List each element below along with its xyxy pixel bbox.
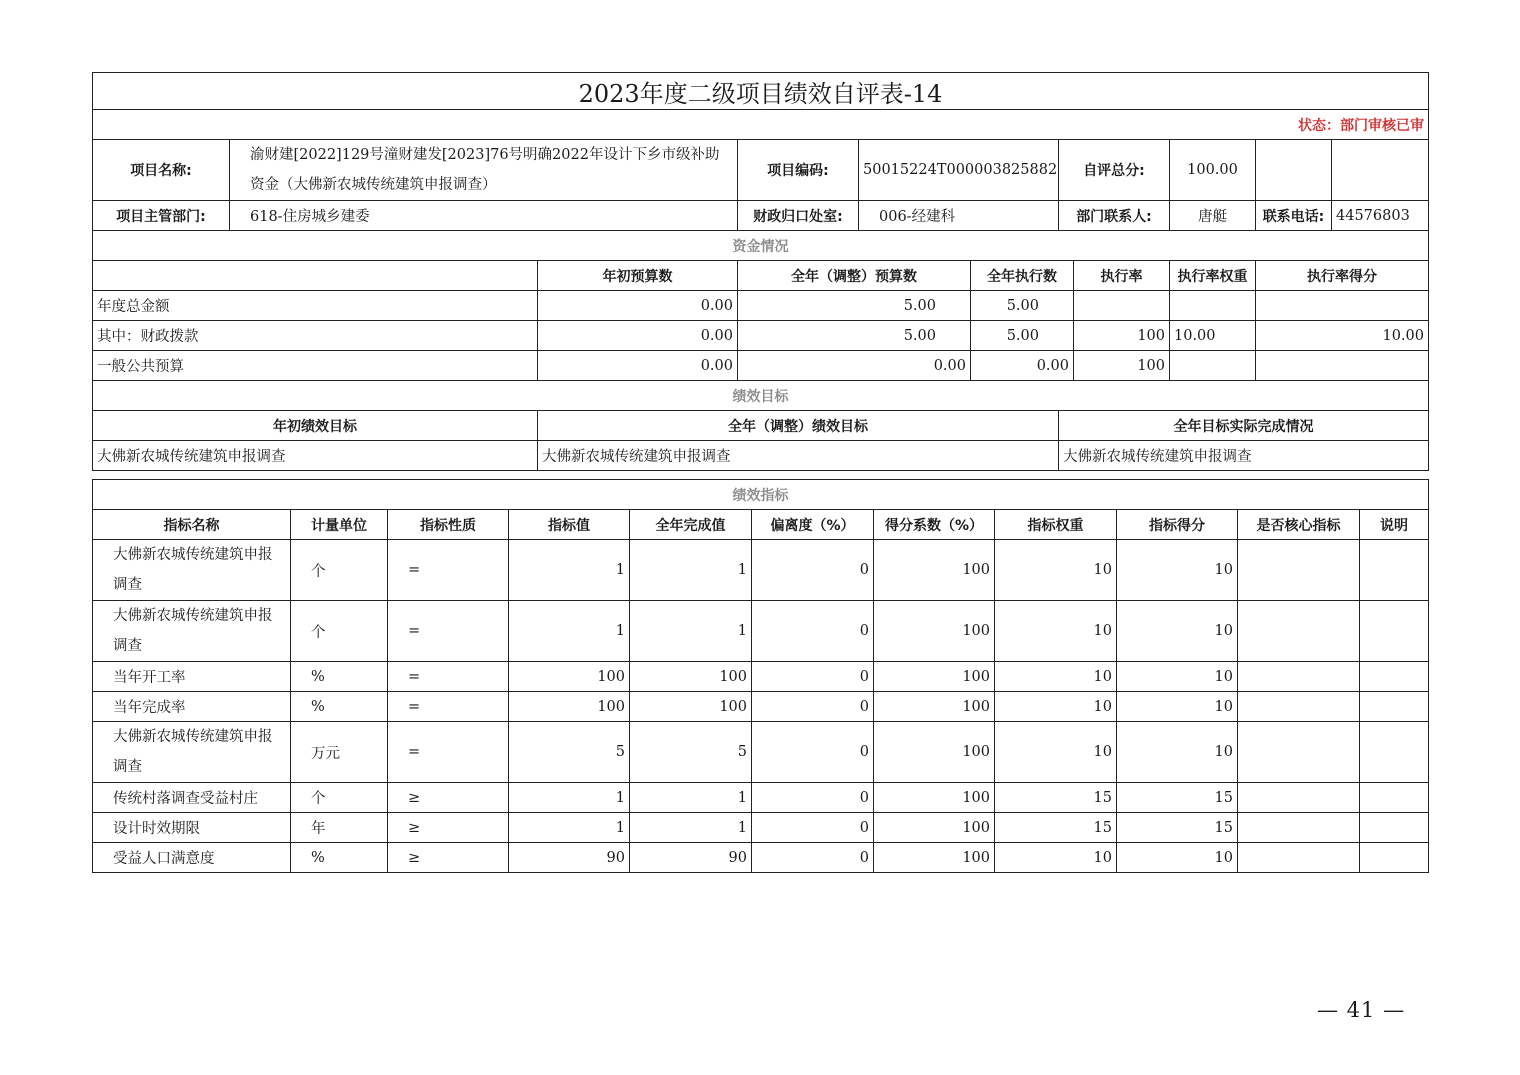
- funds-weight: [1170, 291, 1256, 321]
- goals-header-adjusted: 全年（调整）绩效目标: [538, 411, 1059, 441]
- project-name-label: 项目名称:: [93, 140, 230, 201]
- indicator-weight: 10: [995, 843, 1117, 873]
- indicator-weight: 10: [995, 722, 1117, 783]
- indicator-note: [1360, 843, 1429, 873]
- indicator-unit: %: [291, 662, 388, 692]
- indicator-weight: 15: [995, 813, 1117, 843]
- ind-header-weight: 指标权重: [995, 510, 1117, 540]
- indicator-target: 1: [509, 601, 630, 662]
- indicator-target: 1: [509, 783, 630, 813]
- indicator-coef: 100: [874, 783, 995, 813]
- funds-rate: 100: [1074, 321, 1170, 351]
- project-code-value: 50015224T000003825882: [859, 140, 1059, 201]
- goal-actual-value: 大佛新农城传统建筑申报调查: [1059, 441, 1429, 471]
- indicator-note: [1360, 722, 1429, 783]
- indicator-deviation: 0: [752, 813, 874, 843]
- indicator-actual: 1: [630, 540, 752, 601]
- indicator-score: 10: [1117, 540, 1238, 601]
- page-number: — 41 —: [1317, 998, 1406, 1022]
- indicator-name: 大佛新农城传统建筑申报调查: [93, 722, 291, 783]
- ind-header-name: 指标名称: [93, 510, 291, 540]
- funds-header-rate: 执行率: [1074, 261, 1170, 291]
- ind-header-actual: 全年完成值: [630, 510, 752, 540]
- indicator-row: [93, 540, 1429, 601]
- indicator-row: [93, 843, 1429, 873]
- funds-initial: 0.00: [538, 291, 738, 321]
- funds-row-label: 其中：财政拨款: [93, 321, 538, 351]
- funds-weight: [1170, 351, 1256, 381]
- ind-header-target: 指标值: [509, 510, 630, 540]
- indicator-note: [1360, 601, 1429, 662]
- ind-header-core: 是否核心指标: [1238, 510, 1360, 540]
- indicator-name: 设计时效期限: [93, 813, 291, 843]
- contact-value: 唐艇: [1170, 201, 1256, 231]
- indicator-deviation: 0: [752, 540, 874, 601]
- indicator-core: [1238, 722, 1360, 783]
- funds-score: [1256, 351, 1429, 381]
- indicator-target: 1: [509, 540, 630, 601]
- indicator-unit: 个: [291, 540, 388, 601]
- funds-adjusted: 5.00: [738, 291, 971, 321]
- indicator-row: [93, 601, 1429, 662]
- evaluation-table-top: [92, 72, 1429, 471]
- indicator-weight: 15: [995, 783, 1117, 813]
- indicator-nature: =: [388, 540, 509, 601]
- funds-rate: [1074, 291, 1170, 321]
- indicator-target: 5: [509, 722, 630, 783]
- funds-row: [93, 321, 1429, 351]
- funds-initial: 0.00: [538, 321, 738, 351]
- indicator-note: [1360, 540, 1429, 601]
- indicator-coef: 100: [874, 722, 995, 783]
- indicator-target: 90: [509, 843, 630, 873]
- funds-header-executed: 全年执行数: [971, 261, 1074, 291]
- contact-label: 部门联系人:: [1059, 201, 1170, 231]
- indicator-row: [93, 662, 1429, 692]
- indicator-nature: =: [388, 722, 509, 783]
- dept-value: 618-住房城乡建委: [230, 201, 738, 231]
- funds-adjusted: 0.00: [738, 351, 971, 381]
- indicator-actual: 1: [630, 601, 752, 662]
- funds-score: [1256, 291, 1429, 321]
- indicator-score: 10: [1117, 662, 1238, 692]
- goal-initial-value: 大佛新农城传统建筑申报调查: [93, 441, 538, 471]
- ind-header-coef: 得分系数（%）: [874, 510, 995, 540]
- funds-adjusted: 5.00: [738, 321, 971, 351]
- funds-section-heading: 资金情况: [93, 231, 1429, 261]
- indicator-nature: ≥: [388, 813, 509, 843]
- indicator-score: 15: [1117, 783, 1238, 813]
- goals-header-actual: 全年目标实际完成情况: [1059, 411, 1429, 441]
- indicators-section-heading: 绩效指标: [93, 480, 1429, 510]
- indicator-name: 大佛新农城传统建筑申报调查: [93, 601, 291, 662]
- indicator-coef: 100: [874, 843, 995, 873]
- indicator-row: [93, 692, 1429, 722]
- indicator-row: [93, 722, 1429, 783]
- indicator-name: 传统村落调查受益村庄: [93, 783, 291, 813]
- indicator-deviation: 0: [752, 692, 874, 722]
- indicator-name: 当年开工率: [93, 662, 291, 692]
- ind-header-nature: 指标性质: [388, 510, 509, 540]
- funds-executed: 5.00: [971, 291, 1074, 321]
- indicator-note: [1360, 662, 1429, 692]
- project-code-label: 项目编码:: [738, 140, 859, 201]
- indicator-coef: 100: [874, 662, 995, 692]
- funds-executed: 0.00: [971, 351, 1074, 381]
- indicator-weight: 10: [995, 601, 1117, 662]
- ind-header-deviation: 偏离度（%）: [752, 510, 874, 540]
- indicator-target: 100: [509, 692, 630, 722]
- indicator-score: 10: [1117, 692, 1238, 722]
- indicator-deviation: 0: [752, 722, 874, 783]
- indicator-name: 大佛新农城传统建筑申报调查: [93, 540, 291, 601]
- indicator-core: [1238, 692, 1360, 722]
- indicator-deviation: 0: [752, 601, 874, 662]
- blank-cell: [1256, 140, 1332, 201]
- indicator-name: 受益人口满意度: [93, 843, 291, 873]
- indicator-nature: ≥: [388, 843, 509, 873]
- indicator-target: 1: [509, 813, 630, 843]
- indicator-score: 15: [1117, 813, 1238, 843]
- indicator-note: [1360, 813, 1429, 843]
- indicator-score: 10: [1117, 722, 1238, 783]
- indicator-unit: 个: [291, 601, 388, 662]
- indicator-row: [93, 783, 1429, 813]
- indicator-nature: =: [388, 692, 509, 722]
- indicator-coef: 100: [874, 601, 995, 662]
- funds-executed: 5.00: [971, 321, 1074, 351]
- funds-header-score: 执行率得分: [1256, 261, 1429, 291]
- indicator-actual: 90: [630, 843, 752, 873]
- finance-value: 006-经建科: [859, 201, 1059, 231]
- indicator-weight: 10: [995, 540, 1117, 601]
- funds-row-label: 一般公共预算: [93, 351, 538, 381]
- indicator-coef: 100: [874, 692, 995, 722]
- funds-weight: 10.00: [1170, 321, 1256, 351]
- indicator-unit: 年: [291, 813, 388, 843]
- ind-header-score: 指标得分: [1117, 510, 1238, 540]
- phone-label: 联系电话:: [1256, 201, 1332, 231]
- dept-label: 项目主管部门:: [93, 201, 230, 231]
- indicator-coef: 100: [874, 540, 995, 601]
- indicator-unit: 个: [291, 783, 388, 813]
- indicator-unit: %: [291, 692, 388, 722]
- indicator-deviation: 0: [752, 843, 874, 873]
- indicator-unit: 万元: [291, 722, 388, 783]
- indicator-name: 当年完成率: [93, 692, 291, 722]
- finance-label: 财政归口处室:: [738, 201, 859, 231]
- score-value: 100.00: [1170, 140, 1256, 201]
- indicator-row: [93, 813, 1429, 843]
- indicator-actual: 100: [630, 662, 752, 692]
- indicator-weight: 10: [995, 662, 1117, 692]
- indicator-table: [92, 479, 1429, 873]
- status-text: 状态：部门审核已审: [93, 110, 1429, 140]
- indicator-score: 10: [1117, 843, 1238, 873]
- indicator-nature: ≥: [388, 783, 509, 813]
- indicator-core: [1238, 662, 1360, 692]
- indicator-coef: 100: [874, 813, 995, 843]
- funds-header-initial: 年初预算数: [538, 261, 738, 291]
- goals-header-initial: 年初绩效目标: [93, 411, 538, 441]
- phone-value: 44576803: [1332, 201, 1429, 231]
- indicator-nature: =: [388, 662, 509, 692]
- indicator-core: [1238, 601, 1360, 662]
- indicator-score: 10: [1117, 601, 1238, 662]
- funds-header-blank: [93, 261, 538, 291]
- indicator-actual: 5: [630, 722, 752, 783]
- goal-adjusted-value: 大佛新农城传统建筑申报调查: [538, 441, 1059, 471]
- indicator-core: [1238, 540, 1360, 601]
- funds-row-label: 年度总金额: [93, 291, 538, 321]
- indicator-deviation: 0: [752, 783, 874, 813]
- indicator-unit: %: [291, 843, 388, 873]
- indicator-actual: 1: [630, 783, 752, 813]
- indicator-core: [1238, 843, 1360, 873]
- ind-header-unit: 计量单位: [291, 510, 388, 540]
- indicator-actual: 1: [630, 813, 752, 843]
- indicator-nature: =: [388, 601, 509, 662]
- project-name-value: 渝财建[2022]129号潼财建发[2023]76号明确2022年设计下乡市级补助资金（大佛新农城传统建筑申报调查）: [230, 140, 738, 201]
- indicator-core: [1238, 783, 1360, 813]
- page-title: 2023年度二级项目绩效自评表-14: [93, 73, 1429, 110]
- indicator-note: [1360, 783, 1429, 813]
- indicator-note: [1360, 692, 1429, 722]
- funds-score: 10.00: [1256, 321, 1429, 351]
- indicator-actual: 100: [630, 692, 752, 722]
- goals-section-heading: 绩效目标: [93, 381, 1429, 411]
- indicator-core: [1238, 813, 1360, 843]
- funds-row: [93, 291, 1429, 321]
- blank-cell: [1332, 140, 1429, 201]
- funds-header-weight: 执行率权重: [1170, 261, 1256, 291]
- indicator-target: 100: [509, 662, 630, 692]
- ind-header-note: 说明: [1360, 510, 1429, 540]
- funds-rate: 100: [1074, 351, 1170, 381]
- funds-initial: 0.00: [538, 351, 738, 381]
- indicator-deviation: 0: [752, 662, 874, 692]
- funds-header-adjusted: 全年（调整）预算数: [738, 261, 971, 291]
- funds-row: [93, 351, 1429, 381]
- indicator-weight: 10: [995, 692, 1117, 722]
- score-label: 自评总分:: [1059, 140, 1170, 201]
